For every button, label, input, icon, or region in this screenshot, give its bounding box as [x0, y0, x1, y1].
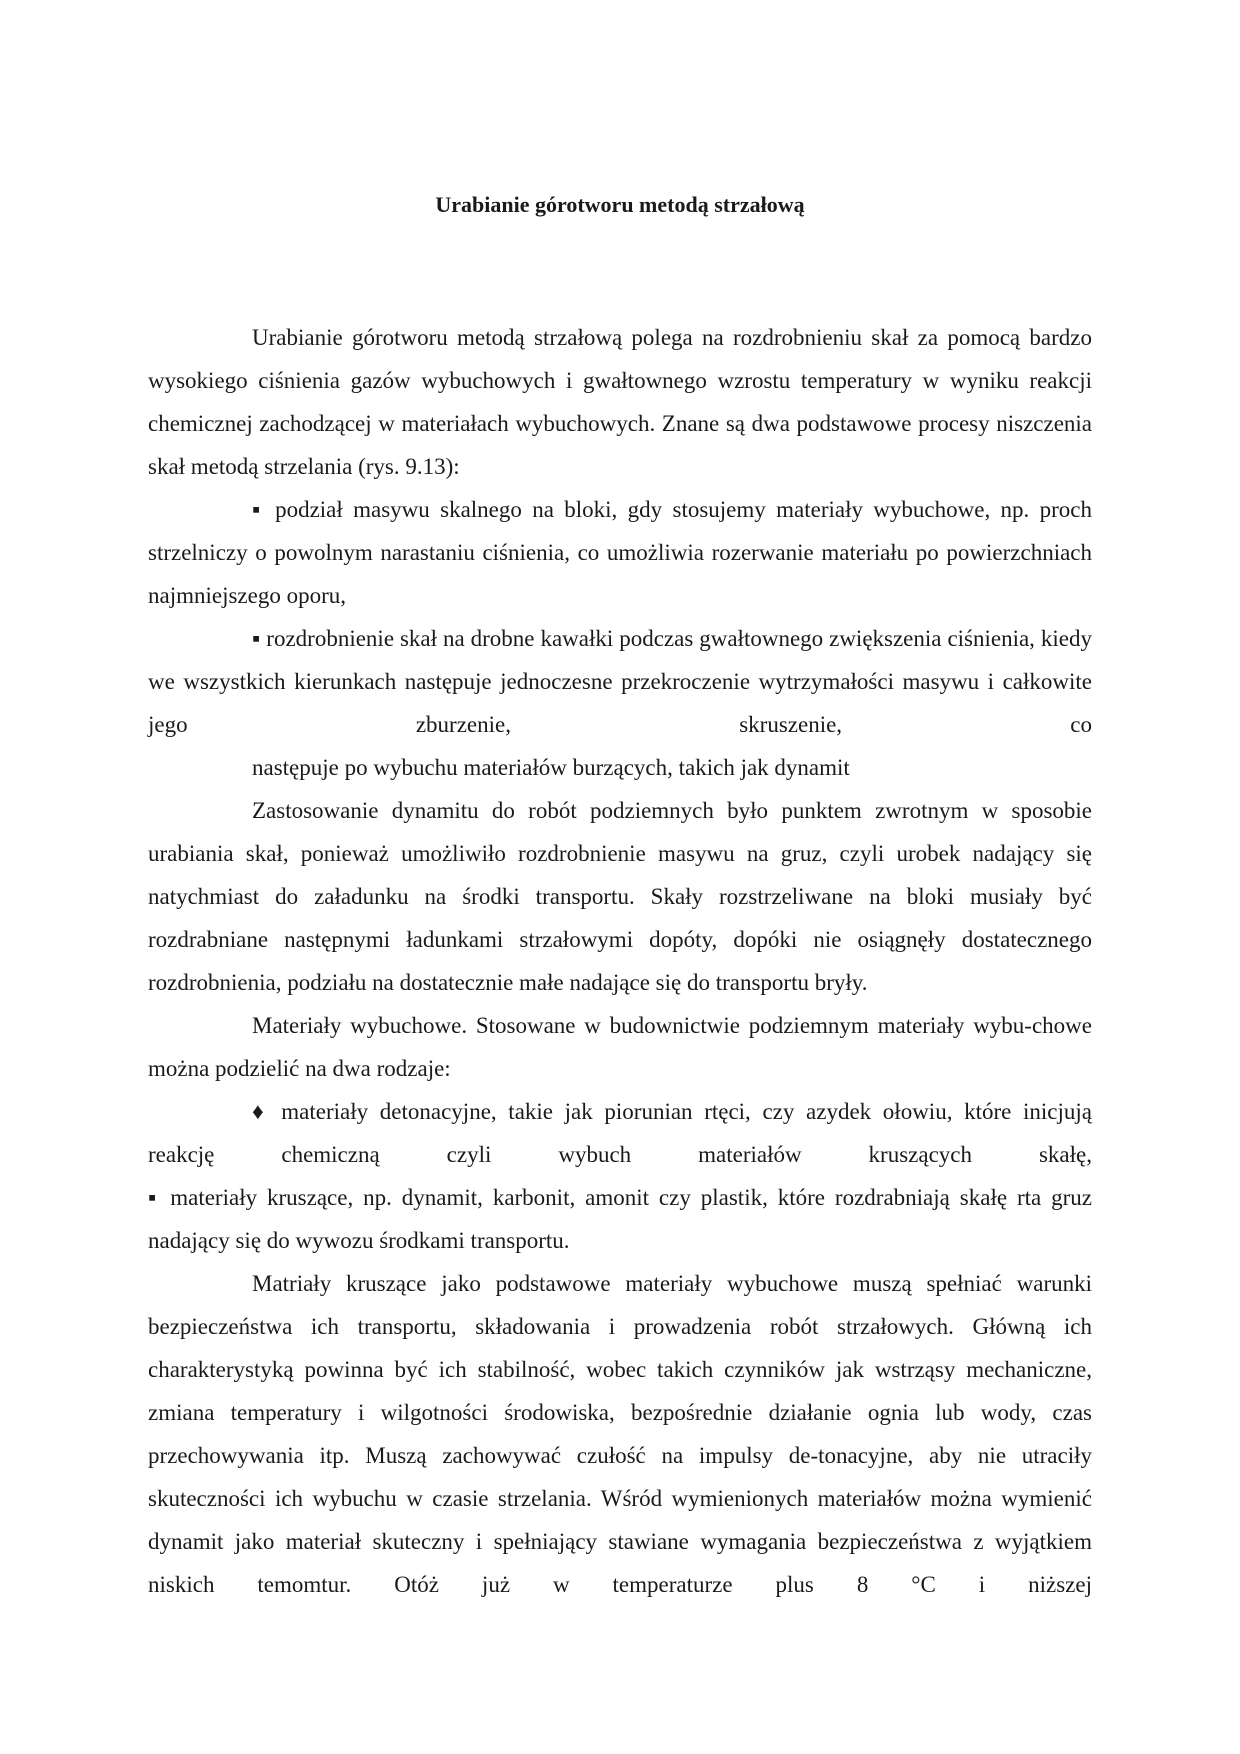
document-body [148, 316, 1092, 1606]
bullet-item-crushing: ▪ rozdrobnienie skał na drobne kawałki podczas gwałtownego zwiększenia ciśnienia, kiedy we wszystkich kierunkach następuje jednoczesne przekroczenie wytrzymałości masywu i całkowite jego zburzenie, skruszenie, co [148, 626, 1092, 737]
bullet-item-blocks: ▪ podział masywu skalnego na bloki, gdy stosujemy materiały wybuchowe, np. proch strzelniczy o powolnym narastaniu ciśnienia, co umożliwia rozerwanie materiału po powierzchniach najmniejszego oporu, [148, 497, 1092, 608]
paragraph-crushing-requirements: Matriały kruszące jako podstawowe materiały wybuchowe muszą spełniać warunki bezpieczeństwa ich transportu, składowania i prowadzenia robót strzałowych. Główną ich charakterystyką powinna być ich stabilność, wobec takich czynników jak wstrząsy mechaniczne, zmiana temperatury i wilgotności środowiska, bezpośrednie działanie ognia lub wody, czas przechowywania itp. Muszą zachowywać czułość na impulsy de-tonacyjne, aby nie utraciły skuteczności ich wybuchu w czasie strzelania. Wśród wymienionych materiałów można wymienić dynamit jako materiał skuteczny i spełniający stawiane wymagania bezpieczeństwa z wyjątkiem niskich temomtur. Otóż już w temperaturze plus 8 °C i niższej [148, 1271, 1092, 1597]
document-title: Urabianie górotworu metodą strzałową [435, 192, 805, 217]
bullet-item-crushing-materials: ▪ materiały kruszące, np. dynamit, karbonit, amonit czy plastik, które rozdrabniają skałę rta gruz nadający się do wywozu środkami transportu. [148, 1185, 1092, 1253]
bullet-item-crushing-continuation: następuje po wybuchu materiałów burzących, takich jak dynamit [252, 755, 850, 780]
paragraph-intro: Urabianie górotworu metodą strzałową polega na rozdrobnieniu skał za pomocą bardzo wysokiego ciśnienia gazów wybuchowych i gwałtownego wzrostu temperatury w wyniku reakcji chemicznej zachodzącej w materiałach wybuchowych. Znane są dwa podstawowe procesy niszczenia skał metodą strzelania (rys. 9.13): [148, 325, 1092, 479]
paragraph-explosives: Materiały wybuchowe. Stosowane w budownictwie podziemnym materiały wybu-chowe można podzielić na dwa rodzaje: [148, 1013, 1092, 1081]
paragraph-dynamite: Zastosowanie dynamitu do robót podziemnych było punktem zwrotnym w sposobie urabiania skał, ponieważ umożliwiło rozdrobnienie masywu na gruz, czyli urobek nadający się natychmiast do załadunku na środki transportu. Skały rozstrzeliwane na bloki musiały być rozdrabniane następnymi ładunkami strzałowymi dopóty, dopóki nie osiągnęły dostatecznego rozdrobnienia, podziału na dostatecznie małe nadające się do transportu bryły. [148, 798, 1092, 995]
bullet-item-detonating: ♦ materiały detonacyjne, takie jak piorunian rtęci, czy azydek ołowiu, które inicjują reakcję chemiczną czyli wybuch materiałów kruszących skałę, [148, 1099, 1092, 1167]
